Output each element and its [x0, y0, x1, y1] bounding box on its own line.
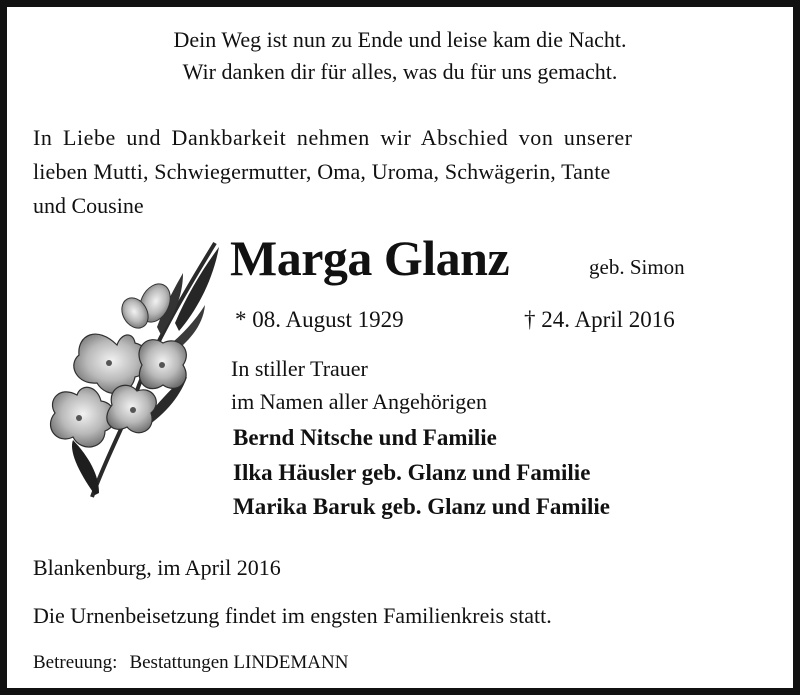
mourning-line-1: In stiller Trauer: [231, 356, 368, 381]
poem-line-2: Wir danken dir für alles, was du für uns gemacht.: [182, 59, 618, 84]
gladiolus-flower-icon: [37, 235, 227, 505]
intro-line-3: und Cousine: [33, 193, 144, 218]
care-label: Betreuung:: [33, 652, 118, 673]
deceased-name: Marga Glanz: [230, 230, 510, 286]
poem-line-1: Dein Weg ist nun zu Ende und leise kam die Nacht.: [173, 27, 627, 52]
intro-line-2: lieben Mutti, Schwiegermutter, Oma, Uroma, Schwägerin, Tante: [33, 159, 611, 184]
mourning-line-2: im Namen aller Angehörigen: [231, 389, 487, 414]
place-date: Blankenburg, im April 2016: [33, 555, 281, 580]
care-provider: Bestattungen LINDEMANN: [129, 652, 349, 673]
intro-line-1: In Liebe und Dankbarkeit nehmen wir Abschied von unserer: [33, 125, 633, 150]
family-entry: Bernd Nitsche und Familie: [233, 425, 497, 450]
family-entry: Marika Baruk geb. Glanz und Familie: [233, 494, 610, 519]
family-entry: Ilka Häusler geb. Glanz und Familie: [233, 460, 591, 485]
birth-date: * 08. August 1929: [235, 307, 404, 332]
funeral-care-line: [33, 648, 348, 678]
birth-name: geb. Simon: [589, 255, 685, 279]
burial-note: Die Urnenbeisetzung findet im engsten Familienkreis statt.: [33, 603, 552, 628]
death-date: † 24. April 2016: [524, 307, 675, 332]
